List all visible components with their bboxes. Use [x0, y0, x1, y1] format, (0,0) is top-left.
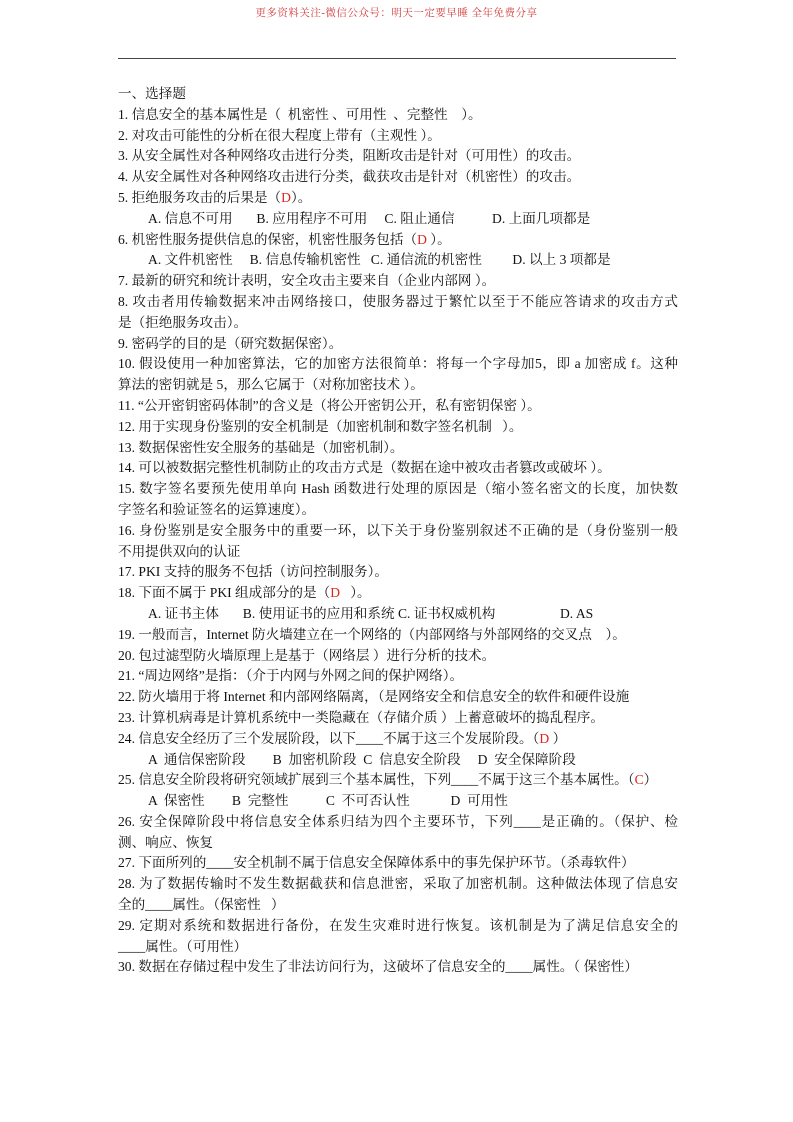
- answer-key: D: [281, 189, 291, 205]
- header-banner: 更多资料关注-微信公众号：明天一定要早睡 全年免费分享: [255, 8, 538, 19]
- question-text: A 保密性 B 完整性 C 不可否认性 D 可用性: [148, 793, 508, 809]
- question-line: [118, 895, 678, 916]
- question-line: [118, 770, 678, 791]
- question-line: [118, 271, 678, 292]
- answer-key: D: [330, 585, 341, 601]
- question-text: 24. 信息安全经历了三个发展阶段，以下____不属于这三个发展阶段。（: [118, 730, 540, 746]
- question-text: A. 证书主体 B. 使用证书的应用和系统 C. 证书权威机构 D. AS: [148, 605, 594, 621]
- question-text: ）。: [340, 585, 371, 601]
- question-text: 全的____属性。（保密性 ）: [118, 897, 285, 913]
- question-line: [118, 853, 678, 874]
- question-line: [118, 500, 678, 521]
- question-text: 16. 身份鉴别是安全服务中的重要一环，以下关于身份鉴别叙述不正确的是（身份鉴别一般: [118, 522, 678, 538]
- question-text: 13. 数据保密性安全服务的基础是（加密机制）。: [118, 439, 404, 455]
- question-line: [118, 438, 678, 459]
- question-line: [118, 646, 678, 667]
- question-text: 18. 下面不属于 PKI 组成部分的是（: [118, 585, 331, 601]
- question-line: [118, 521, 678, 542]
- question-text: 11. “公开密钥密码体制”的含义是（将公开密钥公开，私有密钥保密 ）。: [118, 397, 541, 413]
- question-text: ____属性。（可用性）: [118, 938, 248, 954]
- question-text: 12. 用于实现身份鉴别的安全机制是（加密机制和数字签名机制 ）。: [118, 418, 523, 434]
- question-text: 不用提供双向的认证: [118, 543, 241, 559]
- question-line: [118, 354, 678, 375]
- question-text: 3. 从安全属性对各种网络攻击进行分类，阻断攻击是针对（可用性）的攻击。: [118, 148, 581, 164]
- question-text: 15. 数字签名要预先使用单向 Hash 函数进行处理的原因是（缩小签名密文的长度，加快数: [118, 481, 678, 497]
- question-line: [118, 729, 678, 750]
- question-line: [118, 230, 678, 251]
- document-body: [118, 84, 678, 978]
- question-line: [118, 417, 678, 438]
- question-text: 6. 机密性服务提供信息的保密，机密性服务包括（: [118, 231, 418, 247]
- question-text: 字签名和验证签名的运算速度）。: [118, 501, 316, 517]
- section-title: 一、选择题: [118, 86, 186, 101]
- question-line: [118, 292, 678, 313]
- answer-options: [118, 791, 678, 812]
- question-text: 测、响应、恢复: [118, 834, 214, 850]
- question-text: 5. 拒绝服务攻击的后果是（: [118, 189, 282, 205]
- answer-options: [118, 250, 678, 271]
- question-text: A 通信保密阶段 B 加密机阶段 C 信息安全阶段 D 安全保障阶段: [148, 751, 576, 767]
- question-text: 19. 一般而言，Internet 防火墙建立在一个网络的（内部网络与外部网络的交叉点 ）。: [118, 626, 626, 642]
- question-text: 10. 假设使用一种加密算法，它的加密方法很简单：将每一个字母加5，即 a 加密成 f。这种: [118, 356, 678, 372]
- question-text: 4. 从安全属性对各种网络攻击进行分类，截获攻击是针对（机密性）的攻击。: [118, 169, 581, 185]
- question-line: [118, 812, 678, 833]
- question-line: [118, 334, 678, 355]
- question-text: 算法的密钥就是 5，那么它属于（对称加密技术 ）。: [118, 377, 424, 393]
- question-line: [118, 874, 678, 895]
- question-line: [118, 313, 678, 334]
- question-line: [118, 937, 678, 958]
- question-text: 7. 最新的研究和统计表明，安全攻击主要来自（企业内部网 ）。: [118, 273, 496, 289]
- question-line: [118, 542, 678, 563]
- question-text: A. 信息不可用 B. 应用程序不可用 C. 阻止通信 D. 上面几项都是: [148, 210, 591, 226]
- question-text: 27. 下面所列的____安全机制不属于信息安全保障体系中的事先保护环节。（杀毒软件）: [118, 855, 635, 871]
- question-list: [118, 105, 678, 978]
- question-text: 1. 信息安全的基本属性是（ 机密性 、可用性 、完整性 ）。: [118, 106, 482, 122]
- question-line: [118, 916, 678, 937]
- question-line: [118, 562, 678, 583]
- question-line: [118, 146, 678, 167]
- question-text: 21. “周边网络”是指：（介于内网与外网之间的保护网络）。: [118, 668, 464, 684]
- question-text: 29. 定期对系统和数据进行备份，在发生灾难时进行恢复。该机制是为了满足信息安全的: [118, 917, 678, 933]
- answer-key: D: [417, 231, 427, 247]
- question-text: 30. 数据在存储过程中发生了非法访问行为，这破坏了信息安全的____属性。（ 保密性）: [118, 959, 638, 975]
- question-text: 20. 包过滤型防火墙原理上是基于（网络层 ）进行分析的技术。: [118, 647, 496, 663]
- question-line: [118, 126, 678, 147]
- question-line: [118, 583, 678, 604]
- question-text: 9. 密码学的目的是（研究数据保密）。: [118, 335, 343, 351]
- question-line: [118, 687, 678, 708]
- answer-key: D: [539, 730, 550, 746]
- question-text: 17. PKI 支持的服务不包括（访问控制服务）。: [118, 564, 388, 580]
- answer-options: [118, 604, 678, 625]
- question-line: [118, 188, 678, 209]
- answer-options: [118, 209, 678, 230]
- question-line: [118, 167, 678, 188]
- question-text: A. 文件机密性 B. 信息传输机密性 C. 通信流的机密性 D. 以上 3 项都是: [148, 252, 611, 268]
- question-line: [118, 458, 678, 479]
- answer-key: C: [634, 772, 644, 788]
- question-line: [118, 625, 678, 646]
- question-text: 26. 安全保障阶段中将信息安全体系归结为四个主要环节，下列____是正确的。（保护、检: [118, 813, 678, 829]
- header-divider: [118, 58, 676, 59]
- question-text: 8. 攻击者用传输数据来冲击网络接口，使服务器过于繁忙以至于不能应答请求的攻击方式: [118, 293, 678, 309]
- answer-options: [118, 750, 678, 771]
- question-line: [118, 105, 678, 126]
- question-text: 25. 信息安全阶段将研究领域扩展到三个基本属性，下列____不属于这三个基本属性。（: [118, 772, 635, 788]
- question-text: 22. 防火墙用于将 Internet 和内部网络隔离，（是网络安全和信息安全的软件和硬件设施: [118, 689, 630, 705]
- question-text: ）: [549, 730, 567, 746]
- question-line: [118, 708, 678, 729]
- question-text: 是（拒绝服务攻击）。: [118, 314, 248, 330]
- question-line: [118, 957, 678, 978]
- question-line: [118, 833, 678, 854]
- question-line: [118, 666, 678, 687]
- question-text: 2. 对攻击可能性的分析在很大程度上带有（主观性 ）。: [118, 127, 441, 143]
- question-line: [118, 479, 678, 500]
- question-text: 28. 为了数据传输时不发生数据截获和信息泄密，采取了加密机制。这种做法体现了信息安: [118, 876, 678, 892]
- question-text: 14. 可以被数据完整性机制防止的攻击方式是（数据在途中被攻击者篡改或破坏 ）。: [118, 460, 611, 476]
- question-text: 23. 计算机病毒是计算机系统中一类隐藏在（存储介质 ）上蓄意破坏的捣乱程序。: [118, 709, 604, 725]
- question-text: ）: [643, 772, 658, 788]
- question-text: ）。: [290, 189, 312, 205]
- question-text: ）。: [426, 231, 451, 247]
- question-line: [118, 375, 678, 396]
- question-line: [118, 396, 678, 417]
